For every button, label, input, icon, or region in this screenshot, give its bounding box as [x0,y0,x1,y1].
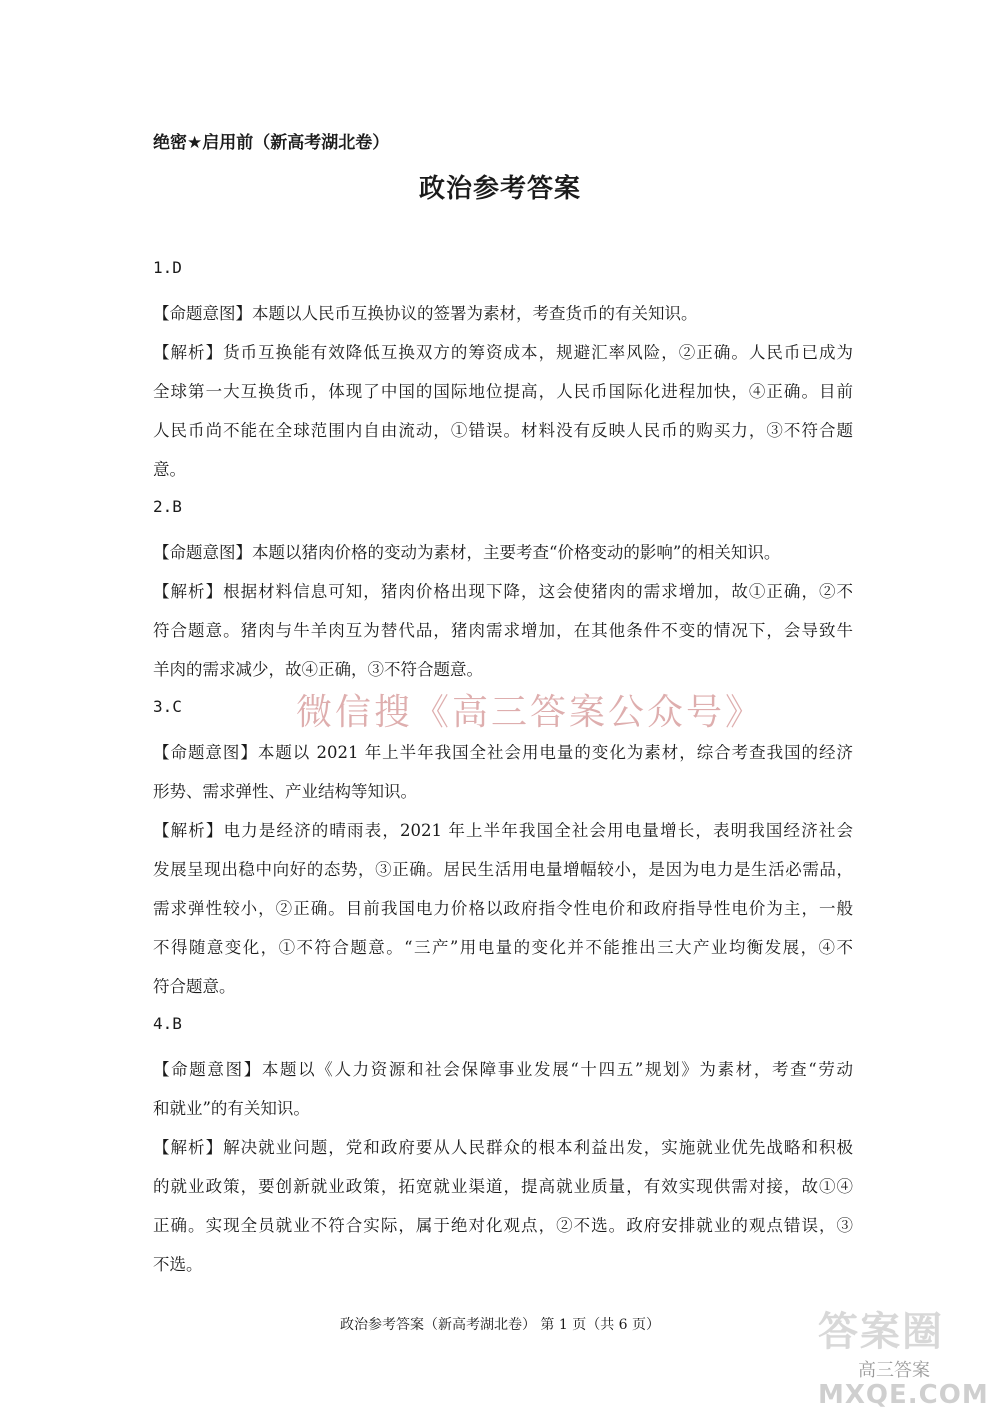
watermark-text: 微信搜《高三答案公众号》 [296,692,765,733]
text-line: 【解析】解决就业问题，党和政府要从人民群众的根本利益出发，实施就业优先战略和积极 [153,1138,853,1157]
question-block [153,695,853,1006]
text-line: 不得随意变化，①不符合题意。“三产”用电量的变化并不能推出三大产业均衡发展，④不 [153,938,853,957]
logo-text-sub: 高三答案 [858,1360,930,1381]
question-block [153,1012,853,1284]
text-line: 【解析】货币互换能有效降低互换双方的筹资成本，规避汇率风险，②正确。人民币已成为 [153,343,853,362]
analysis-paragraph [153,572,853,689]
question-block [153,495,853,689]
question-number: 1.D [153,258,182,277]
text-line: 羊肉的需求减少，故④正确，③不符合题意。 [153,660,483,679]
page-title: 政治参考答案 [418,174,581,204]
analysis-paragraph [153,1128,853,1284]
text-line: 【命题意图】本题以人民币互换协议的签署为素材，考查货币的有关知识。 [153,304,698,323]
text-line: 全球第一大互换货币，体现了中国的国际地位提高，人民币国际化进程加快，④正确。目前 [153,382,853,401]
answer-content [153,256,853,1290]
text-line: 的就业政策，要创新就业政策，拓宽就业渠道，提高就业质量，有效实现供需对接，故①④ [153,1177,853,1196]
secret-label: 绝密★启用前（新高考湖北卷） [153,133,390,153]
text-line: 和就业”的有关知识。 [153,1099,310,1118]
question-number: 4.B [153,1014,182,1033]
intent-paragraph [153,1050,853,1128]
text-line: 不选。 [153,1255,203,1274]
text-line: 形势、需求弹性、产业结构等知识。 [153,782,417,801]
analysis-paragraph [153,333,853,489]
question-block [153,256,853,489]
page-footer: 政治参考答案（新高考湖北卷） 第 1 页（共 6 页） [339,1317,661,1333]
question-number: 2.B [153,497,182,516]
text-line: 【命题意图】本题以 2021 年上半年我国全社会用电量的变化为素材，综合考查我国的经济 [153,743,853,762]
text-line: 【解析】电力是经济的晴雨表，2021 年上半年我国全社会用电量增长，表明我国经济社会 [153,821,853,840]
text-line: 发展呈现出稳中向好的态势，③正确。居民生活用电量增幅较小，是因为电力是生活必需品， [153,860,853,879]
text-line: 符合题意。猪肉与牛羊肉互为替代品，猪肉需求增加，在其他条件不变的情况下，会导致牛 [153,621,853,640]
text-line: 正确。实现全员就业不符合实际，属于绝对化观点，②不选。政府安排就业的观点错误，③ [153,1216,853,1235]
site-logo [818,1300,988,1410]
text-line: 【命题意图】本题以猪肉价格的变动为素材，主要考查“价格变动的影响”的相关知识。 [153,543,781,562]
logo-text-url: MXQE.COM [818,1380,989,1410]
text-line: 符合题意。 [153,977,236,996]
intent-paragraph [153,533,853,572]
text-line: 意。 [153,460,186,479]
text-line: 【解析】根据材料信息可知，猪肉价格出现下降，这会使猪肉的需求增加，故①正确，②不 [153,582,853,601]
intent-paragraph [153,294,853,333]
intent-paragraph [153,733,853,811]
question-number: 3.C [153,697,182,716]
logo-text-main: 答案圈 [818,1309,944,1355]
analysis-paragraph [153,811,853,1006]
text-line: 人民币尚不能在全球范围内自由流动，①错误。材料没有反映人民币的购买力，③不符合题 [153,421,853,440]
text-line: 【命题意图】本题以《人力资源和社会保障事业发展“十四五”规划》为素材，考查“劳动 [153,1060,853,1079]
text-line: 需求弹性较小，②正确。目前我国电力价格以政府指令性电价和政府指导性电价为主，一般 [153,899,853,918]
